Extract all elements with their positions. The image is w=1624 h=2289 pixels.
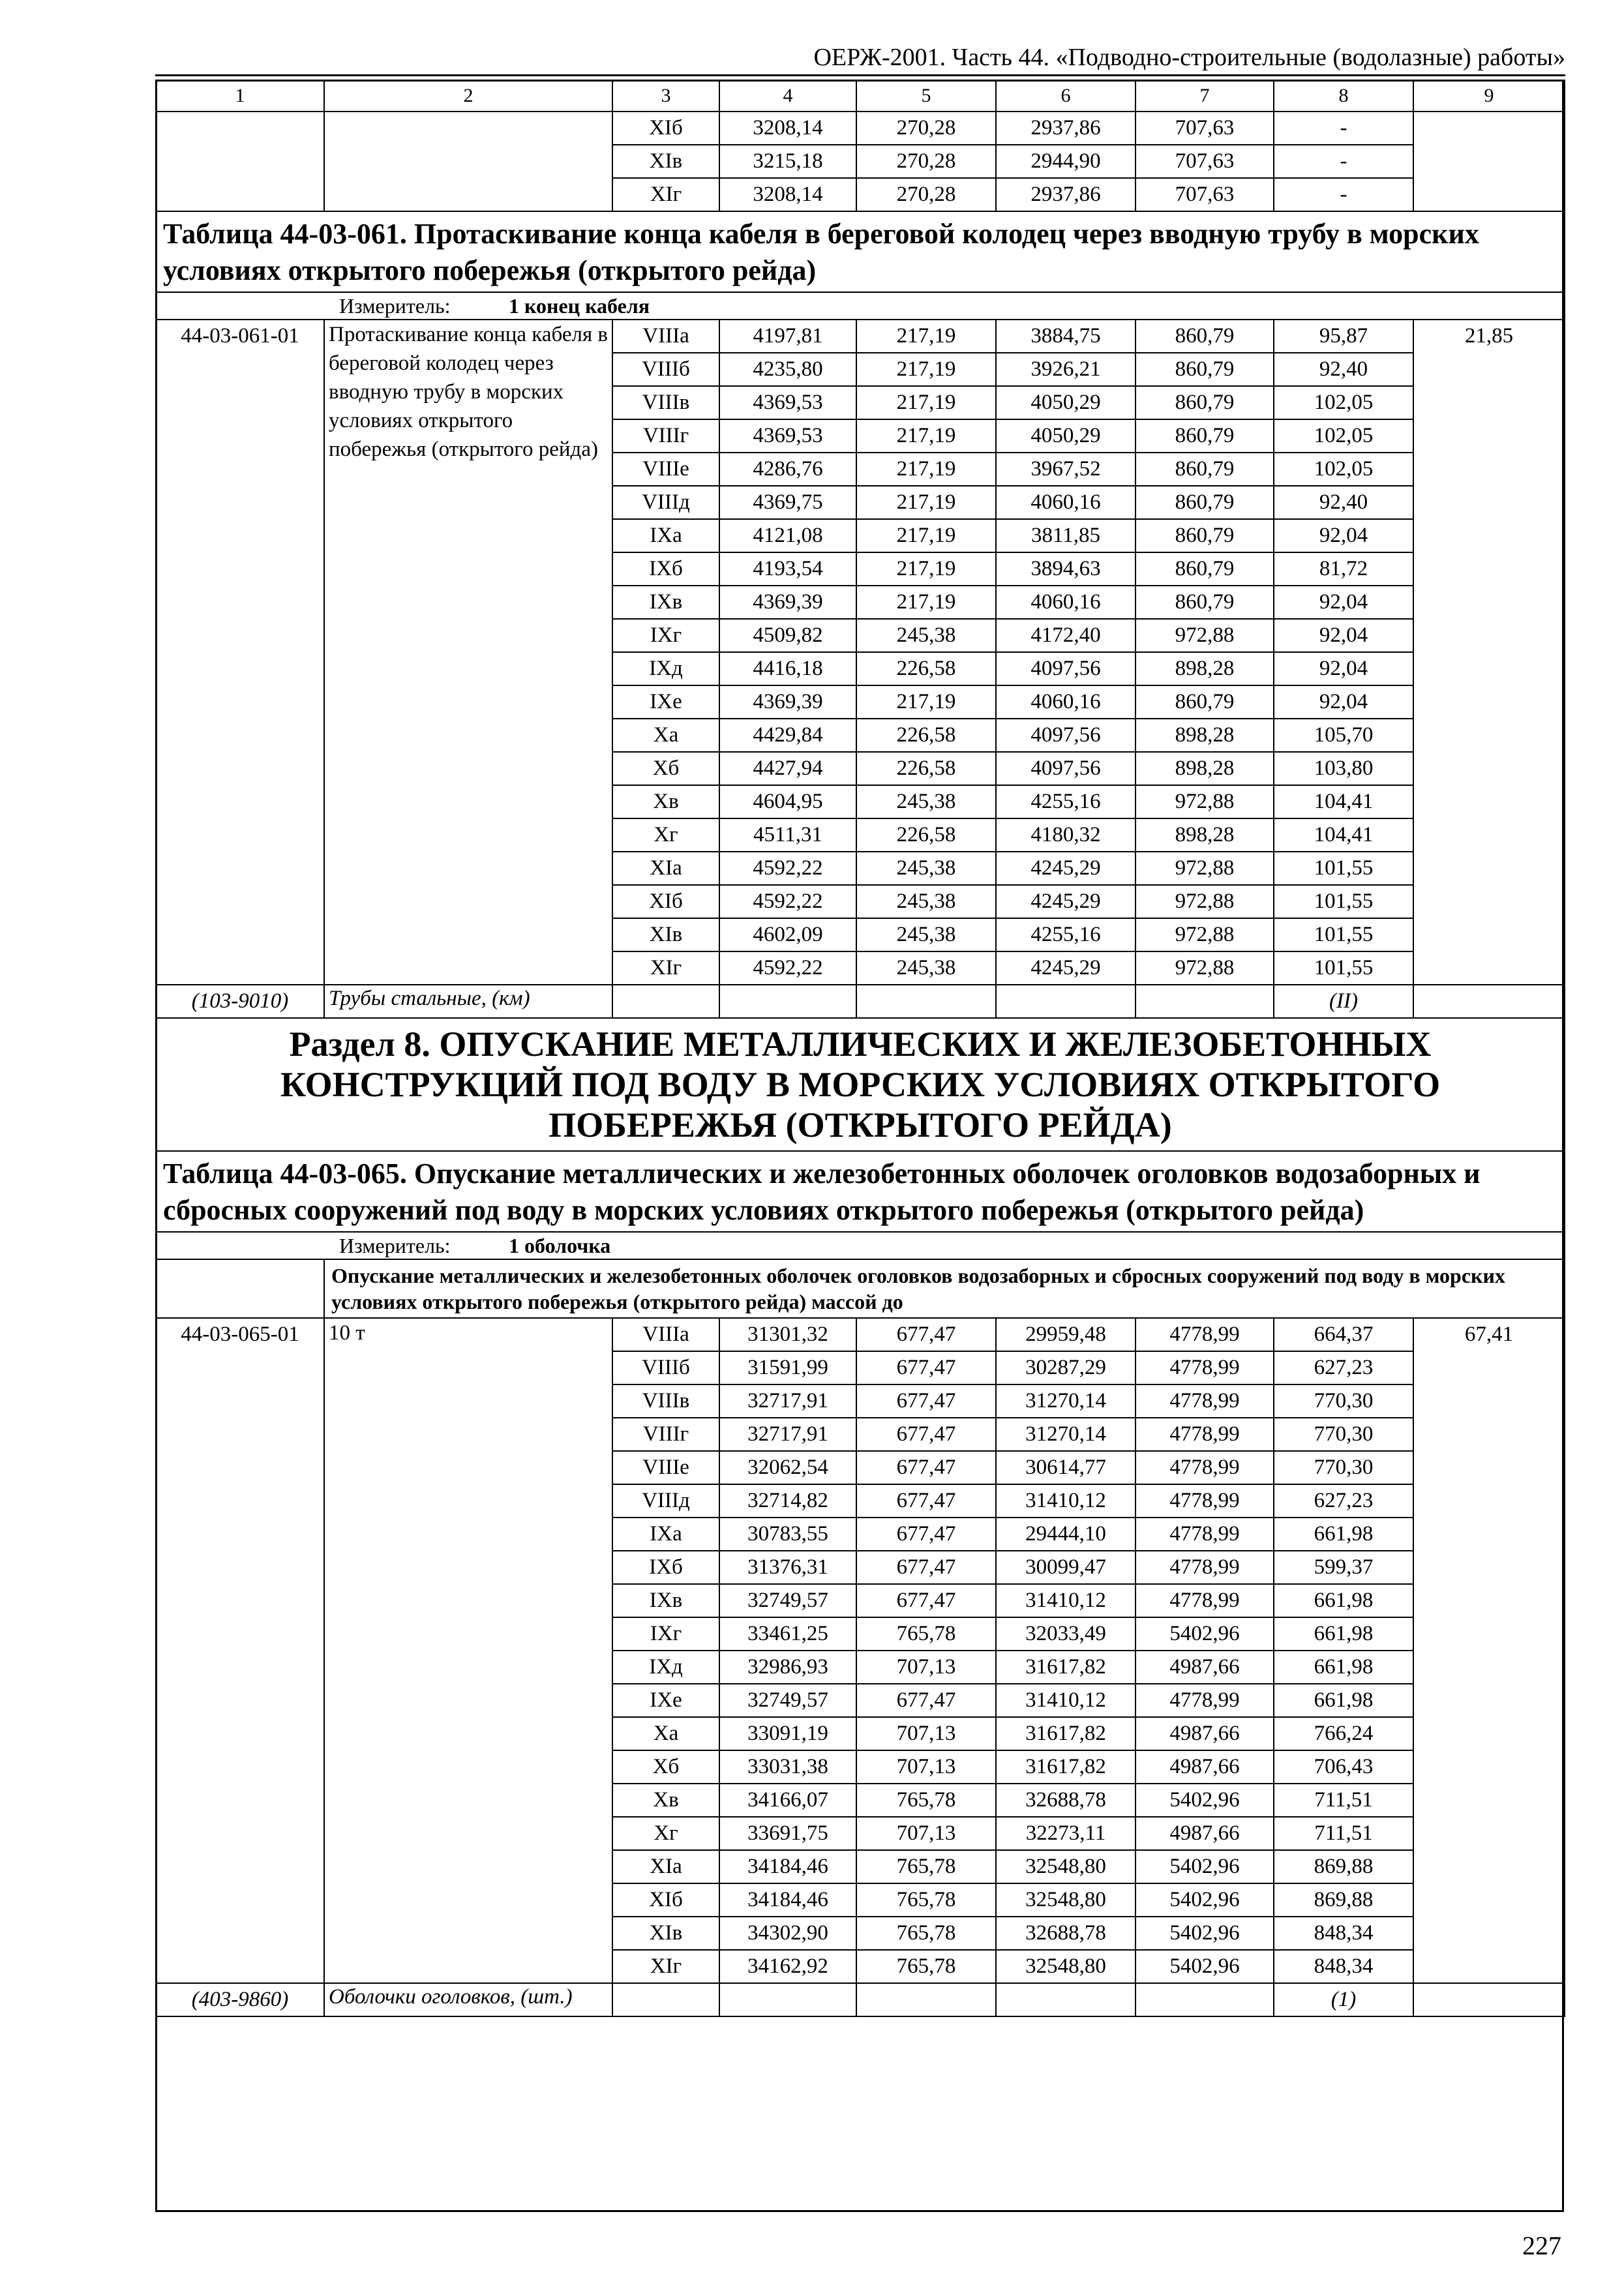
rate-code: 44-03-065-01 [156, 1318, 324, 1983]
table-cell: 3215,18 [719, 145, 856, 178]
table-cell: 81,72 [1274, 552, 1413, 586]
table-cell: 972,88 [1135, 619, 1274, 652]
table-cell: 707,13 [856, 1651, 996, 1684]
table-cell: 31617,82 [996, 1651, 1135, 1684]
table-cell: 869,88 [1274, 1883, 1413, 1917]
table-cell: 4511,31 [719, 818, 856, 852]
column-number: 6 [996, 80, 1135, 112]
table-cell: 4509,82 [719, 619, 856, 652]
table-cell: 765,78 [856, 1850, 996, 1883]
table-cell: Xб [612, 1750, 719, 1784]
table-cell: 4121,08 [719, 519, 856, 552]
table-cell: Xб [612, 752, 719, 785]
col9-cell: 21,85 [1413, 320, 1565, 985]
header-rule [155, 74, 1565, 76]
table-cell: 92,40 [1274, 486, 1413, 519]
table-cell: 31301,32 [719, 1318, 856, 1351]
table-cell: 707,13 [856, 1817, 996, 1850]
table-cell: 34162,92 [719, 1950, 856, 1983]
table-cell: VIIIб [612, 1351, 719, 1384]
table-cell: 245,38 [856, 951, 996, 985]
table-cell: Xв [612, 785, 719, 818]
resource-code: (103-9010) [156, 985, 324, 1018]
table-cell: XIа [612, 1850, 719, 1883]
meter-label: Измеритель: [339, 294, 451, 318]
table-cell: 972,88 [1135, 918, 1274, 951]
table-cell: 92,40 [1274, 353, 1413, 386]
table-cell: IXа [612, 1518, 719, 1551]
table-cell: 4778,99 [1135, 1318, 1274, 1351]
table-cell: 765,78 [856, 1950, 996, 1983]
table-cell: 102,05 [1274, 386, 1413, 419]
table-cell: 31410,12 [996, 1484, 1135, 1518]
table-cell: 898,28 [1135, 752, 1274, 785]
table-cell: Xг [612, 818, 719, 852]
table-cell: 92,04 [1274, 685, 1413, 719]
col9-cell: 67,41 [1413, 1318, 1565, 1983]
table-cell: 4369,53 [719, 386, 856, 419]
table-cell: VIIIе [612, 453, 719, 486]
table-cell: 5402,96 [1135, 1784, 1274, 1817]
resource-code: (403-9860) [156, 1983, 324, 2016]
table-cell: 217,19 [856, 586, 996, 619]
table-cell: 30614,77 [996, 1451, 1135, 1484]
table-cell: 770,30 [1274, 1384, 1413, 1418]
table-cell: 4245,29 [996, 885, 1135, 918]
table-cell: 33461,25 [719, 1617, 856, 1651]
table-cell: IXд [612, 1651, 719, 1684]
table-cell: IXб [612, 552, 719, 586]
table-cell: 3926,21 [996, 353, 1135, 386]
table-cell: 101,55 [1274, 951, 1413, 985]
table-cell: 33691,75 [719, 1817, 856, 1850]
table-cell: IXе [612, 685, 719, 719]
table-cell: 226,58 [856, 652, 996, 685]
table-cell: 104,41 [1274, 785, 1413, 818]
table-cell: 4060,16 [996, 685, 1135, 719]
table-cell: 972,88 [1135, 785, 1274, 818]
table-cell: 245,38 [856, 785, 996, 818]
table-cell: XIб [612, 112, 719, 145]
table-cell: 4778,99 [1135, 1584, 1274, 1617]
table-cell: 972,88 [1135, 885, 1274, 918]
section-title: Раздел 8. ОПУСКАНИЕ МЕТАЛЛИЧЕСКИХ И ЖЕЛЕЗОБЕТОННЫХ КОНСТРУКЦИЙ ПОД ВОДУ В МОРСКИХ УСЛОВИЯХ ОТКРЫТОГО ПОБЕРЕЖЬЯ (ОТКРЫТОГО РЕЙДА) [156, 1018, 1565, 1151]
table-title: Таблица 44-03-065. Опускание металлических и железобетонных оболочек оголовков водозаборных и сбросных сооружений под воду в морских условиях открытого побережья (открытого рейда) [156, 1151, 1565, 1232]
table-cell: 31617,82 [996, 1750, 1135, 1784]
table-cell: VIIIб [612, 353, 719, 386]
table-cell: 32688,78 [996, 1917, 1135, 1950]
table-cell: 707,63 [1135, 112, 1274, 145]
table-cell: 92,04 [1274, 586, 1413, 619]
table-cell: 4604,95 [719, 785, 856, 818]
table-cell: - [1274, 178, 1413, 211]
table-cell: 31376,31 [719, 1551, 856, 1584]
table-cell: 217,19 [856, 486, 996, 519]
table-cell: 3967,52 [996, 453, 1135, 486]
table-cell: 4987,66 [1135, 1817, 1274, 1850]
table-cell: XIв [612, 145, 719, 178]
table-cell: 30099,47 [996, 1551, 1135, 1584]
table-cell: 105,70 [1274, 719, 1413, 752]
table-cell: 677,47 [856, 1518, 996, 1551]
table-cell: 5402,96 [1135, 1950, 1274, 1983]
resource-name: Оболочки оголовков, (шт.) [324, 1983, 612, 2016]
table-cell: 677,47 [856, 1384, 996, 1418]
table-cell: 3811,85 [996, 519, 1135, 552]
table-cell: 770,30 [1274, 1451, 1413, 1484]
table-cell: 677,47 [856, 1351, 996, 1384]
meter-value: 1 оболочка [509, 1234, 611, 1257]
table-cell: 226,58 [856, 719, 996, 752]
table-cell: 4286,76 [719, 453, 856, 486]
table-cell: 2937,86 [996, 112, 1135, 145]
table-cell: Xг [612, 1817, 719, 1850]
table-cell: 32062,54 [719, 1451, 856, 1484]
table-cell: 226,58 [856, 752, 996, 785]
table-cell: 4778,99 [1135, 1551, 1274, 1584]
table-cell: 4369,75 [719, 486, 856, 519]
table-cell: 217,19 [856, 419, 996, 453]
table-cell: 32749,57 [719, 1684, 856, 1717]
table-cell: 869,88 [1274, 1850, 1413, 1883]
table-cell: 30783,55 [719, 1518, 856, 1551]
table-cell: 599,37 [1274, 1551, 1413, 1584]
table-cell: 31410,12 [996, 1584, 1135, 1617]
table-cell: 4369,39 [719, 685, 856, 719]
table-cell: 898,28 [1135, 652, 1274, 685]
table-cell: 4197,81 [719, 320, 856, 353]
table-cell: XIг [612, 1950, 719, 1983]
table-cell: 661,98 [1274, 1584, 1413, 1617]
table-cell: IXд [612, 652, 719, 685]
rate-name: 10 т [324, 1318, 612, 1983]
table-cell: 104,41 [1274, 818, 1413, 852]
table-cell: 860,79 [1135, 320, 1274, 353]
table-cell: 245,38 [856, 918, 996, 951]
table-cell: 706,43 [1274, 1750, 1413, 1784]
table-cell: 4778,99 [1135, 1451, 1274, 1484]
table-cell: 972,88 [1135, 852, 1274, 885]
table-cell: 32717,91 [719, 1384, 856, 1418]
table-cell: VIIIг [612, 1418, 719, 1451]
table-cell: 4097,56 [996, 752, 1135, 785]
table-cell: VIIIа [612, 320, 719, 353]
table-cell: 765,78 [856, 1917, 996, 1950]
table-cell: IXг [612, 1617, 719, 1651]
table-cell: 4778,99 [1135, 1484, 1274, 1518]
column-number: 4 [719, 80, 856, 112]
table-cell: 4050,29 [996, 419, 1135, 453]
table-cell: 34166,07 [719, 1784, 856, 1817]
rate-name: Протаскивание конца кабеля в береговой колодец через вводную трубу в морских условиях открытого побережья (открытого рейда) [324, 320, 612, 985]
table-cell: XIг [612, 951, 719, 985]
table-cell: 101,55 [1274, 885, 1413, 918]
table-cell: XIб [612, 885, 719, 918]
table-cell: 101,55 [1274, 918, 1413, 951]
table-cell: 661,98 [1274, 1651, 1413, 1684]
table-cell: VIIIг [612, 419, 719, 453]
table-cell: 677,47 [856, 1451, 996, 1484]
subheading: Опускание металлических и железобетонных оболочек оголовков водозаборных и сбросных сооружений под воду в морских условиях открытого побережья (открытого рейда) массой до [324, 1259, 1565, 1318]
table-cell: 217,19 [856, 685, 996, 719]
table-cell: VIIIа [612, 1318, 719, 1351]
table-cell: 661,98 [1274, 1684, 1413, 1717]
table-cell: 766,24 [1274, 1717, 1413, 1750]
table-cell: 34302,90 [719, 1917, 856, 1950]
table-cell: - [1274, 112, 1413, 145]
meter-label: Измеритель: [339, 1234, 451, 1257]
table-cell: 848,34 [1274, 1917, 1413, 1950]
table-cell: 217,19 [856, 353, 996, 386]
table-cell: 4060,16 [996, 486, 1135, 519]
table-cell: VIIIв [612, 1384, 719, 1418]
table-cell: 3208,14 [719, 178, 856, 211]
table-cell: 765,78 [856, 1617, 996, 1651]
table-cell: 34184,46 [719, 1850, 856, 1883]
table-cell: 4987,66 [1135, 1750, 1274, 1784]
table-cell: 3894,63 [996, 552, 1135, 586]
table-cell: 217,19 [856, 453, 996, 486]
table-cell: 5402,96 [1135, 1617, 1274, 1651]
table-cell: 270,28 [856, 145, 996, 178]
table-cell: 661,98 [1274, 1518, 1413, 1551]
table-cell: 270,28 [856, 178, 996, 211]
table-cell: XIб [612, 1883, 719, 1917]
table-title: Таблица 44-03-061. Протаскивание конца кабеля в береговой колодец через вводную трубу в морских условиях открытого побережья (открытого рейда) [156, 211, 1565, 292]
table-cell: 32548,80 [996, 1883, 1135, 1917]
table-cell: IXв [612, 586, 719, 619]
table-cell: 29444,10 [996, 1518, 1135, 1551]
table-cell: 2937,86 [996, 178, 1135, 211]
table-cell: 32688,78 [996, 1784, 1135, 1817]
table-cell: 31410,12 [996, 1684, 1135, 1717]
page-number: 227 [1522, 2231, 1561, 2260]
table-cell: 860,79 [1135, 386, 1274, 419]
table-cell: 95,87 [1274, 320, 1413, 353]
table-cell: 848,34 [1274, 1950, 1413, 1983]
table-cell: Xа [612, 1717, 719, 1750]
table-cell: 4592,22 [719, 951, 856, 985]
table-cell: 32749,57 [719, 1584, 856, 1617]
resource-qty: (II) [1274, 985, 1413, 1018]
table-cell: 860,79 [1135, 419, 1274, 453]
table-cell: IXе [612, 1684, 719, 1717]
table-cell: 4427,94 [719, 752, 856, 785]
table-cell: 677,47 [856, 1551, 996, 1584]
table-cell: Xа [612, 719, 719, 752]
table-cell: 898,28 [1135, 818, 1274, 852]
table-cell: 627,23 [1274, 1351, 1413, 1384]
table-cell: 677,47 [856, 1584, 996, 1617]
table-cell: 31617,82 [996, 1717, 1135, 1750]
table-cell: IXа [612, 519, 719, 552]
table-cell: 102,05 [1274, 453, 1413, 486]
table-cell: 4050,29 [996, 386, 1135, 419]
table-cell: 4245,29 [996, 852, 1135, 885]
table-cell: 217,19 [856, 519, 996, 552]
table-cell: 898,28 [1135, 719, 1274, 752]
table-cell: 33031,38 [719, 1750, 856, 1784]
table-cell: 707,13 [856, 1750, 996, 1784]
table-cell: 4416,18 [719, 652, 856, 685]
table-cell: IXг [612, 619, 719, 652]
table-cell: 4987,66 [1135, 1717, 1274, 1750]
table-cell: 4778,99 [1135, 1351, 1274, 1384]
table-cell: 707,13 [856, 1717, 996, 1750]
table-cell: 5402,96 [1135, 1917, 1274, 1950]
table-cell: 765,78 [856, 1883, 996, 1917]
table-cell: 661,98 [1274, 1617, 1413, 1651]
table-cell: IXб [612, 1551, 719, 1584]
table-cell: 226,58 [856, 818, 996, 852]
table-cell: 627,23 [1274, 1484, 1413, 1518]
table-cell: 3208,14 [719, 112, 856, 145]
table-cell: VIIIд [612, 1484, 719, 1518]
table-cell: VIIIд [612, 486, 719, 519]
table-cell: 5402,96 [1135, 1883, 1274, 1917]
table-cell: 860,79 [1135, 453, 1274, 486]
meter-value: 1 конец кабеля [509, 294, 650, 318]
column-number: 8 [1274, 80, 1413, 112]
table-cell: 707,63 [1135, 145, 1274, 178]
table-cell: 707,63 [1135, 178, 1274, 211]
table-cell: 3884,75 [996, 320, 1135, 353]
table-cell: 4778,99 [1135, 1684, 1274, 1717]
table-cell: 4369,39 [719, 586, 856, 619]
table-cell: 4592,22 [719, 885, 856, 918]
table-cell: 677,47 [856, 1318, 996, 1351]
page-frame [155, 80, 1564, 2212]
table-cell: 102,05 [1274, 419, 1413, 453]
running-header: ОЕРЖ-2001. Часть 44. «Подводно-строительные (водолазные) работы» [813, 44, 1565, 71]
table-cell: 31270,14 [996, 1384, 1135, 1418]
table-cell: 30287,29 [996, 1351, 1135, 1384]
resource-name: Трубы стальные, (км) [324, 985, 612, 1018]
table-cell: 32548,80 [996, 1850, 1135, 1883]
table-cell: 245,38 [856, 852, 996, 885]
rate-code: 44-03-061-01 [156, 320, 324, 985]
column-number: 3 [612, 80, 719, 112]
table-cell: 4255,16 [996, 918, 1135, 951]
table-cell: 2944,90 [996, 145, 1135, 178]
table-cell: XIв [612, 918, 719, 951]
table-cell: XIа [612, 852, 719, 885]
table-cell: 664,37 [1274, 1318, 1413, 1351]
table-cell: 101,55 [1274, 852, 1413, 885]
table-cell: 92,04 [1274, 519, 1413, 552]
table-cell: VIIIв [612, 386, 719, 419]
table-cell: 770,30 [1274, 1418, 1413, 1451]
table-cell: 4369,53 [719, 419, 856, 453]
table-cell: 860,79 [1135, 552, 1274, 586]
table-cell: 711,51 [1274, 1784, 1413, 1817]
column-number: 1 [156, 80, 324, 112]
table-cell: 4193,54 [719, 552, 856, 586]
table-cell: 677,47 [856, 1484, 996, 1518]
table-cell: 860,79 [1135, 486, 1274, 519]
table-cell: 4778,99 [1135, 1384, 1274, 1418]
table-cell: 677,47 [856, 1684, 996, 1717]
table-cell: 33091,19 [719, 1717, 856, 1750]
table-cell: 92,04 [1274, 652, 1413, 685]
table-cell: 860,79 [1135, 586, 1274, 619]
table-cell: 4172,40 [996, 619, 1135, 652]
table-cell: 32548,80 [996, 1950, 1135, 1983]
table-cell: 31591,99 [719, 1351, 856, 1384]
table-cell: 860,79 [1135, 353, 1274, 386]
table-cell: 32714,82 [719, 1484, 856, 1518]
table-cell: 4235,80 [719, 353, 856, 386]
table-cell: 972,88 [1135, 951, 1274, 985]
table-cell: XIв [612, 1917, 719, 1950]
table-cell: 4097,56 [996, 652, 1135, 685]
table-cell: 677,47 [856, 1418, 996, 1451]
table-cell: 4602,09 [719, 918, 856, 951]
column-number: 5 [856, 80, 996, 112]
table-cell: 4429,84 [719, 719, 856, 752]
table-cell: 217,19 [856, 320, 996, 353]
table-cell: 711,51 [1274, 1817, 1413, 1850]
table-cell: XIг [612, 178, 719, 211]
column-number: 7 [1135, 80, 1274, 112]
table-cell: 860,79 [1135, 685, 1274, 719]
table-cell: 103,80 [1274, 752, 1413, 785]
table-cell: 860,79 [1135, 519, 1274, 552]
table-cell: 765,78 [856, 1784, 996, 1817]
table-cell: Xв [612, 1784, 719, 1817]
table-cell: 32986,93 [719, 1651, 856, 1684]
table-cell: 4778,99 [1135, 1418, 1274, 1451]
column-number: 2 [324, 80, 612, 112]
table-cell: 4592,22 [719, 852, 856, 885]
table-cell: 92,04 [1274, 619, 1413, 652]
table-cell: 4180,32 [996, 818, 1135, 852]
resource-qty: (1) [1274, 1983, 1413, 2016]
table-cell: 245,38 [856, 619, 996, 652]
table-cell: 31270,14 [996, 1418, 1135, 1451]
table-cell: 4097,56 [996, 719, 1135, 752]
table-cell: 32717,91 [719, 1418, 856, 1451]
table-cell: 4778,99 [1135, 1518, 1274, 1551]
table-cell: 4245,29 [996, 951, 1135, 985]
column-number: 9 [1413, 80, 1565, 112]
table-cell: 270,28 [856, 112, 996, 145]
table-cell: 29959,48 [996, 1318, 1135, 1351]
table-cell: 5402,96 [1135, 1850, 1274, 1883]
table-cell: 4060,16 [996, 586, 1135, 619]
table-cell: VIIIе [612, 1451, 719, 1484]
table-cell: 32273,11 [996, 1817, 1135, 1850]
table-cell: 32033,49 [996, 1617, 1135, 1651]
table-cell: 217,19 [856, 552, 996, 586]
table-cell: - [1274, 145, 1413, 178]
table-cell: 217,19 [856, 386, 996, 419]
table-cell: 4987,66 [1135, 1651, 1274, 1684]
table-cell: IXв [612, 1584, 719, 1617]
table-cell: 245,38 [856, 885, 996, 918]
table-cell: 34184,46 [719, 1883, 856, 1917]
table-cell: 4255,16 [996, 785, 1135, 818]
